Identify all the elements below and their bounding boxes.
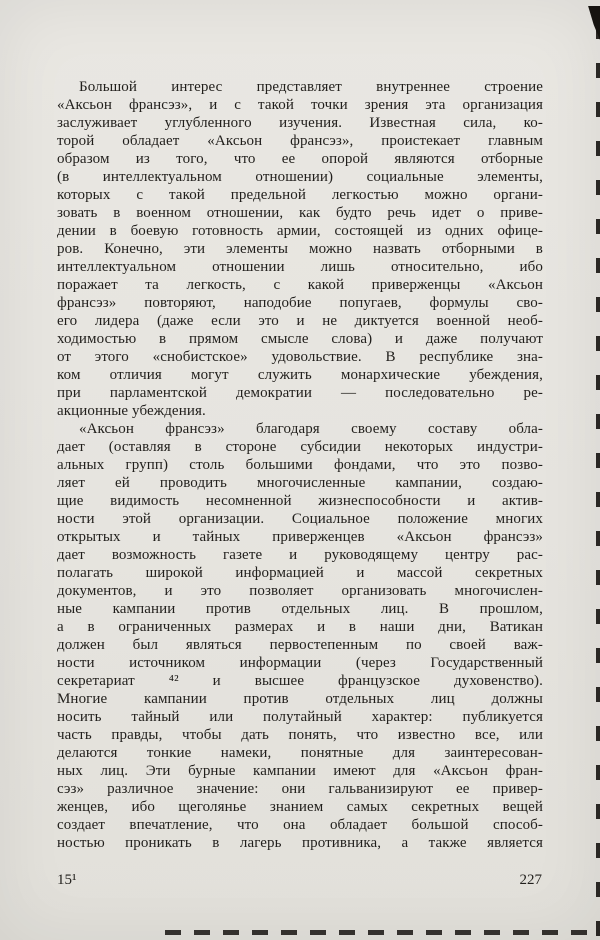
text-line: «Аксьон франсэз» благодаря своему составу обла-: [79, 421, 543, 437]
text-line: а в ограниченных размерах и в наши дни, Ватикан: [57, 619, 543, 635]
text-line: «Аксьон франсэз», и с такой точки зрения эта организация: [57, 97, 543, 113]
signature-number: 15¹: [57, 872, 77, 888]
page-footer: [57, 872, 542, 889]
text-line: делаются тонкие намеки, понятные для заинтересован-: [57, 745, 543, 761]
text-line: женцев, ибо щеголянье знанием самых секретных вещей: [57, 799, 543, 815]
text-line: дает возможность газете и руководящему центру рас-: [57, 547, 543, 563]
text-line: ностью проникать в лагерь противника, а также является: [57, 835, 543, 851]
text-line: торой обладает «Аксьон франсэз», проистекает главным: [57, 133, 543, 149]
text-line: полагать широкой информацией и массой секретных: [57, 565, 543, 581]
text-line: ров. Конечно, эти элементы можно назвать отборными в: [57, 241, 543, 257]
text-line: альных групп) столь большими фондами, что это позво-: [57, 457, 543, 473]
text-line: зовать в военном отношении, как будто речь идет о приве-: [57, 205, 543, 221]
text-line: часть правды, чтобы дать понять, что известно все, или: [57, 727, 543, 743]
text-line: образом из того, что ее опорой являются отборные: [57, 151, 543, 167]
text-line: ных лиц. Эти бурные кампании имеют для «Аксьон фран-: [57, 763, 543, 779]
text-line: открытых и тайных приверженцев «Аксьон франсэз»: [57, 529, 543, 545]
text-line: документов, и это позволяет организовать многочислен-: [57, 583, 543, 599]
text-line: при парламентской демократии — последовательно ре-: [57, 385, 543, 401]
text-line: ные кампании против отдельных лиц. В прошлом,: [57, 601, 543, 617]
text-line: дении в боевую готовность армии, состоящей из одних офице-: [57, 223, 543, 239]
text-line: щие видимость несомненной жизнеспособности и актив-: [57, 493, 543, 509]
text-line: дает (оставляя в стороне субсидии некоторых индустри-: [57, 439, 543, 455]
text-line: ходимостью в прямом смысле слова) и даже получают: [57, 331, 543, 347]
text-line: ности источником информации (через Государственный: [57, 655, 543, 671]
text-block: [57, 78, 543, 852]
text-line: поражает та легкость, с какой приверженцы «Аксьон: [57, 277, 543, 293]
scan-corner-artifact: [586, 6, 600, 40]
text-line: ности этой организации. Социальное положение многих: [57, 511, 543, 527]
text-line: которых с такой предельной легкостью можно органи-: [57, 187, 543, 203]
text-line: Многие кампании против отдельных лиц должны: [57, 691, 543, 707]
text-line: носить тайный или полутайный характер: публикуется: [57, 709, 543, 725]
text-line: создает впечатление, что она обладает большой способ-: [57, 817, 543, 833]
text-line: секретариат ⁴² и высшее французское духовенство).: [57, 673, 543, 689]
text-line: его лидера (даже если это и не диктуется военной необ-: [57, 313, 543, 329]
text-line: интеллектуальном отношении лишь относительно, ибо: [57, 259, 543, 275]
scan-bottom-artifact: [165, 930, 600, 935]
scan-edge-artifact: [596, 0, 600, 940]
page-number: 227: [519, 872, 542, 888]
text-line: Большой интерес представляет внутреннее строение: [79, 79, 543, 95]
text-line: (в интеллектуальном отношении) социальные элементы,: [57, 169, 543, 185]
text-line: ляет ей проводить многочисленные кампании, создаю-: [57, 475, 543, 491]
text-line: должен был являться первостепенным по своей важ-: [57, 637, 543, 653]
text-line: франсэз» повторяют, наподобие попугаев, формулы сво-: [57, 295, 543, 311]
text-line: от этого «снобистское» удовольствие. В республике зна-: [57, 349, 543, 365]
text-line: акционные убеждения.: [57, 403, 206, 419]
text-line: сэз» различное значение: они гальванизируют ее привер-: [57, 781, 543, 797]
text-line: заслуживает углубленного изучения. Известная сила, ко-: [57, 115, 543, 131]
text-line: ком отличия могут служить монархические убеждения,: [57, 367, 543, 383]
